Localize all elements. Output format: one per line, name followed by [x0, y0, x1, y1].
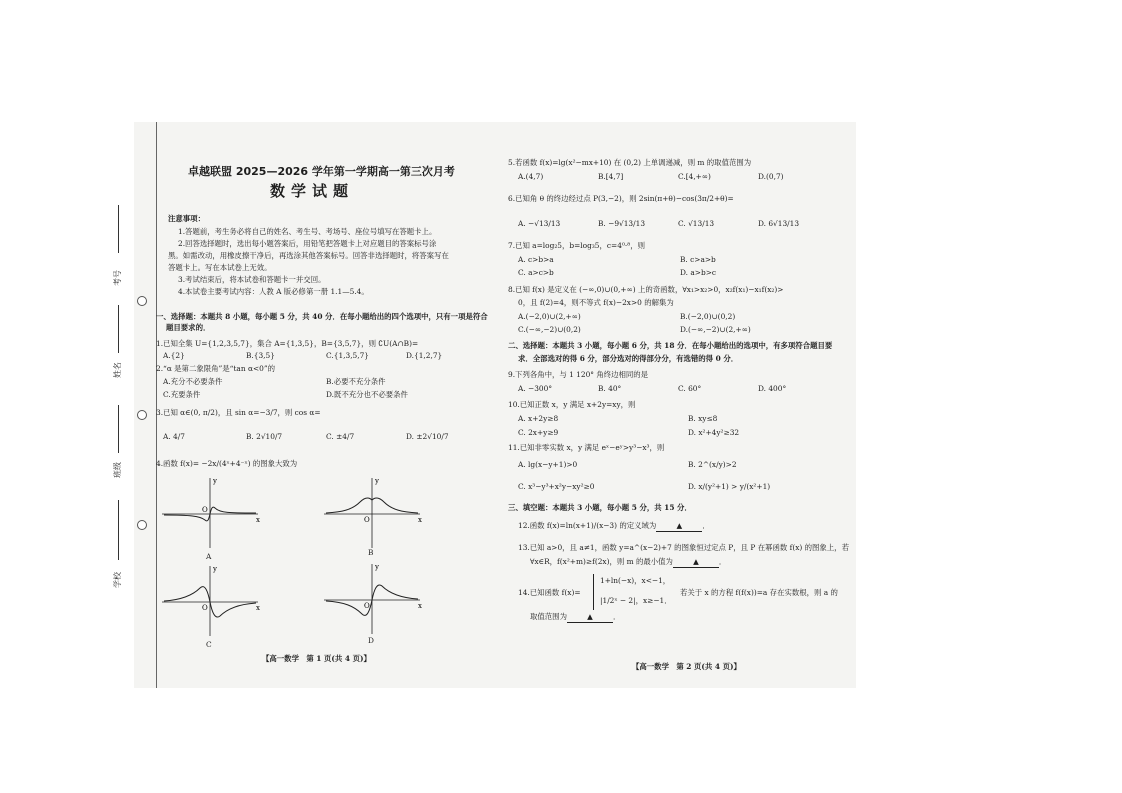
- q7-option-b: B. c>a>b: [680, 255, 716, 264]
- subject-title: 数学试题: [270, 182, 355, 200]
- q3-stem: 3.已知 α∈(0, π/2)，且 sin α=−3/7，则 cos α=: [156, 408, 321, 417]
- q4-graph-a: [160, 474, 262, 550]
- exam-title: 卓越联盟 2025—2026 学年第一学期高一第三次月考: [188, 165, 455, 178]
- q6-option-b: B. −9√13/13: [598, 219, 646, 228]
- notice-line: 3.考试结束后，将本试卷和答题卡一并交回。: [178, 275, 326, 284]
- graph-x-label: x: [256, 604, 260, 612]
- q13-answer-blank: ▲: [673, 557, 719, 568]
- q8-option-d: D.(−∞,−2)∪(2,+∞): [680, 325, 751, 334]
- section3-heading: 三、填空题：本题共 3 小题，每小题 5 分，共 15 分．: [508, 503, 692, 512]
- q5-option-d: D.(0,7): [758, 172, 784, 181]
- q7-option-c: C. a>c>b: [518, 268, 554, 277]
- sidebar-xuexiao: 学校: [113, 572, 122, 588]
- q4-graph-c: [160, 562, 262, 638]
- q4-label-c: C: [206, 640, 212, 649]
- q6-stem: 6.已知角 θ 的终边经过点 P(3,−2)，则 2sin(π+θ)−cos(3π/2+θ)=: [508, 194, 734, 203]
- q4-graph-d: [322, 560, 424, 636]
- section1-heading: 一、选择题：本题共 8 小题，每小题 5 分，共 40 分．在每小题给出的四个选项中，只有一项是符合: [156, 312, 488, 321]
- q11-option-a: A. lg(x−y+1)>0: [518, 460, 578, 469]
- q14-case2: |1/2ˣ − 2|，x≥−1．: [600, 596, 672, 605]
- q8-stem: 8.已知 f(x) 是定义在 (−∞,0)∪(0,+∞) 上的奇函数，∀x₁>x₂>0，x₂f(x₁)−x₁f(x₂)>: [508, 285, 784, 294]
- q4-label-b: B: [368, 548, 374, 557]
- q8-stem-cont: 0，且 f(2)=4，则不等式 f(x)−2x>0 的解集为: [518, 298, 674, 307]
- sidebar-kaohao: 考号: [113, 270, 122, 286]
- graph-origin-label: O: [202, 506, 208, 514]
- notice-line: 1.答题前，考生务必将自己的姓名、考生号、考场号、座位号填写在答题卡上。: [178, 227, 437, 236]
- graph-y-label: y: [213, 477, 217, 485]
- q14-condition: 若关于 x 的方程 f(f(x))=a 存在实数根，则 a 的: [680, 588, 838, 597]
- q13-stem: ∀x∈R，f(x²+m)≥f(2x)，则 m 的最小值为: [530, 557, 673, 566]
- q14-range-label: 取值范围为: [530, 612, 567, 621]
- q11-option-b: B. 2^(x/y)>2: [688, 460, 737, 469]
- q3-option-a: A. 4/7: [163, 432, 185, 441]
- graph-y-label: y: [375, 563, 379, 571]
- q14-case1: 1+ln(−x)，x<−1，: [600, 576, 671, 585]
- notice-heading: 注意事项：: [168, 214, 205, 223]
- graph-origin-label: O: [202, 604, 208, 612]
- q12-answer-blank: ▲: [656, 521, 702, 532]
- q7-option-a: A. c>b>a: [518, 255, 554, 264]
- binding-sidebar: [134, 122, 157, 688]
- notice-line: 答题卡上。写在本试卷上无效。: [168, 263, 272, 272]
- q14-answer-blank: ▲: [567, 612, 613, 623]
- q4-graph-b: [322, 474, 424, 550]
- sidebar-banji: 班级: [113, 462, 122, 478]
- q1-option-d: D.{1,2,7}: [406, 351, 443, 360]
- q12-stem: 12.函数 f(x)=ln(x+1)/(x−3) 的定义域为: [518, 521, 657, 530]
- q13-end: ．: [718, 557, 727, 566]
- q10-option-a: A. x+2y≥8: [518, 414, 559, 423]
- q9-option-b: B. 40°: [598, 384, 622, 393]
- q5-option-b: B.[4,7]: [598, 172, 624, 181]
- notice-line: 黑。如需改动，用橡皮擦干净后，再选涂其他答案标号。回答非选择题时，将答案写在: [168, 251, 449, 260]
- notice-line: 2.回答选择题时，选出每小题答案后，用铅笔把答题卡上对应题目的答案标号涂: [178, 239, 437, 248]
- graph-x-label: x: [418, 516, 422, 524]
- binding-hole: [137, 296, 147, 306]
- q12-end: ．: [702, 521, 710, 530]
- graph-x-label: x: [256, 516, 260, 524]
- q6-option-a: A. −√13/13: [518, 219, 561, 228]
- q10-option-d: D. x²+4y²≥32: [688, 428, 740, 437]
- q2-option-b: B.必要不充分条件: [326, 377, 386, 386]
- q5-option-c: C.[4,+∞): [678, 172, 711, 181]
- graph-y-label: y: [375, 477, 379, 485]
- q4-label-a: A: [206, 552, 212, 561]
- graph-origin-label: O: [364, 602, 370, 610]
- q6-option-c: C. √13/13: [678, 219, 715, 228]
- q5-option-a: A.(4,7): [518, 172, 544, 181]
- q3-option-c: C. ±4/7: [326, 432, 355, 441]
- section2-heading: 二、选择题：本题共 3 小题，每小题 6 分，共 18 分．在每小题给出的选项中，有多项符合题目要: [508, 341, 833, 350]
- q3-option-d: D. ±2√10/7: [406, 432, 449, 441]
- q2-option-a: A.充分不必要条件: [163, 377, 223, 386]
- left-page-footer: 【高一数学 第 1 页(共 4 页)】: [262, 654, 371, 663]
- q14-line2: [530, 612, 620, 623]
- right-page-footer: 【高一数学 第 2 页(共 4 页)】: [632, 662, 741, 671]
- q4-label-d: D: [368, 636, 374, 645]
- xingming-line: [118, 305, 119, 353]
- graph-origin-label: O: [364, 516, 370, 524]
- q7-stem: 7.已知 a=log₂5，b=log₃5，c=4⁰·⁸，则: [508, 241, 645, 250]
- q9-option-c: C. 60°: [678, 384, 702, 393]
- kaohao-line: [118, 205, 119, 253]
- q11-option-c: C. x³−y³+x²y−xy²≥0: [518, 482, 595, 491]
- q2-stem: 2.“α 是第二象限角”是“tan α<0”的: [156, 364, 276, 373]
- q8-option-b: B.(−2,0)∪(0,2): [680, 312, 736, 321]
- q12-line: [518, 521, 710, 532]
- q10-option-b: B. xy≤8: [688, 414, 718, 423]
- q9-option-d: D. 400°: [758, 384, 787, 393]
- q14-end: ．: [612, 612, 621, 621]
- q3-option-b: B. 2√10/7: [246, 432, 283, 441]
- q11-stem: 11.已知非零实数 x，y 满足 eˣ−eʸ>y³−x³，则: [508, 443, 665, 452]
- q13-line2: [530, 557, 726, 568]
- q13-line1: 13.已知 a>0，且 a≠1，函数 y=a^(x−2)+7 的图象恒过定点 P，且 P 在幂函数 f(x) 的图象上，若: [518, 543, 849, 552]
- q8-option-c: C.(−∞,−2)∪(0,2): [518, 325, 581, 334]
- q2-option-c: C.充要条件: [163, 390, 201, 399]
- q14-stem: 14.已知函数 f(x)=: [518, 588, 581, 597]
- q2-option-d: D.既不充分也不必要条件: [326, 390, 408, 399]
- q10-stem: 10.已知正数 x，y 满足 x+2y=xy，则: [508, 400, 636, 409]
- q10-option-c: C. 2x+y≥9: [518, 428, 559, 437]
- xuexiao-line: [118, 500, 119, 560]
- q4-stem: 4.函数 f(x)= −2x/(4ˣ+4⁻ˣ) 的图象大致为: [156, 459, 298, 468]
- q1-option-b: B.{3,5}: [246, 351, 275, 360]
- section1-heading-cont: 题目要求的．: [166, 323, 211, 332]
- notice-line: 4.本试卷主要考试内容：人教 A 版必修第一册 1.1—5.4。: [178, 287, 369, 296]
- q1-stem: 1.已知全集 U={1,2,3,5,7}，集合 A={1,3,5}，B={3,5,7}，则 ∁U(A∩B)=: [156, 339, 419, 348]
- q5-stem: 5.若函数 f(x)=lg(x²−mx+10) 在 (0,2) 上单调递减，则 m 的取值范围为: [508, 158, 752, 167]
- binding-hole: [137, 520, 147, 530]
- q14-brace: [593, 574, 599, 610]
- q1-option-a: A.{2}: [163, 351, 185, 360]
- q9-stem: 9.下列各角中，与 1 120° 角终边相同的是: [508, 370, 649, 379]
- q6-option-d: D. 6√13/13: [758, 219, 800, 228]
- q9-option-a: A. −300°: [518, 384, 553, 393]
- sidebar-xingming: 姓名: [113, 362, 122, 378]
- graph-x-label: x: [418, 602, 422, 610]
- section2-heading-cont: 求．全部选对的得 6 分，部分选对的得部分分，有选错的得 0 分．: [518, 354, 739, 363]
- q11-option-d: D. x/(y²+1) > y/(x²+1): [688, 482, 771, 491]
- graph-y-label: y: [213, 565, 217, 573]
- binding-hole: [137, 410, 147, 420]
- q8-option-a: A.(−2,0)∪(2,+∞): [518, 312, 581, 321]
- q1-option-c: C.{1,3,5,7}: [326, 351, 370, 360]
- q7-option-d: D. a>b>c: [680, 268, 717, 277]
- banji-line: [118, 405, 119, 453]
